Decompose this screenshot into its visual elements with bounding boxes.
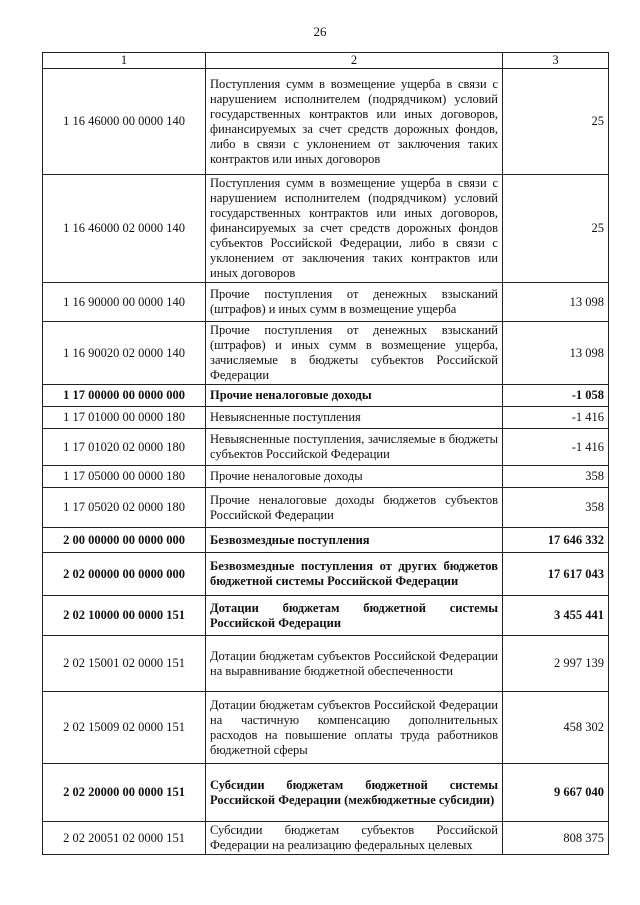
row-code-cell: 2 02 15001 02 0000 151 xyxy=(43,636,206,692)
row-name-cell: Дотации бюджетам субъектов Российской Федерации на выравнивание бюджетной обеспеченности xyxy=(206,636,503,692)
table-row xyxy=(43,764,609,822)
row-code-cell: 2 02 15009 02 0000 151 xyxy=(43,692,206,764)
table-row xyxy=(43,692,609,764)
table-row xyxy=(43,488,609,528)
row-amount-cell: 17 617 043 xyxy=(503,553,609,596)
row-name-cell: Невыясненные поступления xyxy=(206,407,503,429)
row-amount-cell: 17 646 332 xyxy=(503,528,609,553)
row-code-cell: 1 16 46000 00 0000 140 xyxy=(43,69,206,175)
row-amount-cell: -1 416 xyxy=(503,407,609,429)
row-code-cell: 2 02 20051 02 0000 151 xyxy=(43,822,206,855)
row-code-cell: 1 17 00000 00 0000 000 xyxy=(43,385,206,407)
table-row xyxy=(43,283,609,322)
table-row xyxy=(43,553,609,596)
row-amount-cell: 25 xyxy=(503,175,609,283)
column-header-name: 2 xyxy=(206,53,503,69)
row-name-cell: Прочие поступления от денежных взысканий (штрафов) и иных сумм в возмещение ущерба, зачисляемые в бюджеты субъектов Российской Федерации xyxy=(206,322,503,385)
row-amount-cell: -1 416 xyxy=(503,429,609,466)
row-amount-cell: 458 302 xyxy=(503,692,609,764)
row-code-cell: 2 02 00000 00 0000 000 xyxy=(43,553,206,596)
budget-revenue-table xyxy=(42,52,609,855)
row-amount-cell: 808 375 xyxy=(503,822,609,855)
row-code-cell: 2 00 00000 00 0000 000 xyxy=(43,528,206,553)
row-code-cell: 2 02 10000 00 0000 151 xyxy=(43,596,206,636)
row-name-cell: Поступления сумм в возмещение ущерба в связи с нарушением исполнителем (подрядчиком) условий государственных контрактов или иных договоров, финансируемых за счет средств дорожных фондов, либо в связи с уклонением от заключения таких контрактов или иных договоров xyxy=(206,69,503,175)
row-name-cell: Субсидии бюджетам субъектов Российской Федерации на реализацию федеральных целевых xyxy=(206,822,503,855)
row-name-cell: Дотации бюджетам бюджетной системы Российской Федерации xyxy=(206,596,503,636)
table-row xyxy=(43,322,609,385)
table-row xyxy=(43,385,609,407)
row-amount-cell: 358 xyxy=(503,488,609,528)
table-row xyxy=(43,175,609,283)
table-row xyxy=(43,407,609,429)
row-name-cell: Прочие неналоговые доходы xyxy=(206,385,503,407)
row-amount-cell: 2 997 139 xyxy=(503,636,609,692)
table-row xyxy=(43,69,609,175)
table-row xyxy=(43,596,609,636)
table-row xyxy=(43,822,609,855)
row-name-cell: Прочие неналоговые доходы xyxy=(206,466,503,488)
row-code-cell: 1 17 05020 02 0000 180 xyxy=(43,488,206,528)
page-number: 26 xyxy=(313,24,327,39)
row-name-cell: Безвозмездные поступления от других бюджетов бюджетной системы Российской Федерации xyxy=(206,553,503,596)
table-row xyxy=(43,528,609,553)
row-code-cell: 1 17 01000 00 0000 180 xyxy=(43,407,206,429)
row-code-cell: 1 16 90000 00 0000 140 xyxy=(43,283,206,322)
row-name-cell: Поступления сумм в возмещение ущерба в связи с нарушением исполнителем (подрядчиком) условий государственных контрактов или иных договоров, финансируемых за счет средств дорожных фондов субъектов Российской Федерации, либо в связи с уклонением от заключения таких контрактов или иных договоров xyxy=(206,175,503,283)
row-amount-cell: 3 455 441 xyxy=(503,596,609,636)
row-amount-cell: -1 058 xyxy=(503,385,609,407)
row-code-cell: 2 02 20000 00 0000 151 xyxy=(43,764,206,822)
column-header-amount: 3 xyxy=(503,53,609,69)
row-code-cell: 1 16 90020 02 0000 140 xyxy=(43,322,206,385)
table-row xyxy=(43,429,609,466)
column-header-code: 1 xyxy=(43,53,206,69)
row-amount-cell: 9 667 040 xyxy=(503,764,609,822)
table-row xyxy=(43,466,609,488)
row-name-cell: Невыясненные поступления, зачисляемые в бюджеты субъектов Российской Федерации xyxy=(206,429,503,466)
row-code-cell: 1 17 05000 00 0000 180 xyxy=(43,466,206,488)
row-code-cell: 1 16 46000 02 0000 140 xyxy=(43,175,206,283)
row-name-cell: Прочие поступления от денежных взысканий (штрафов) и иных сумм в возмещение ущерба xyxy=(206,283,503,322)
row-amount-cell: 13 098 xyxy=(503,283,609,322)
row-code-cell: 1 17 01020 02 0000 180 xyxy=(43,429,206,466)
row-amount-cell: 13 098 xyxy=(503,322,609,385)
table-row xyxy=(43,636,609,692)
row-amount-cell: 358 xyxy=(503,466,609,488)
table-header-row xyxy=(43,53,609,69)
row-amount-cell: 25 xyxy=(503,69,609,175)
row-name-cell: Субсидии бюджетам бюджетной системы Российской Федерации (межбюджетные субсидии) xyxy=(206,764,503,822)
row-name-cell: Безвозмездные поступления xyxy=(206,528,503,553)
row-name-cell: Прочие неналоговые доходы бюджетов субъектов Российской Федерации xyxy=(206,488,503,528)
row-name-cell: Дотации бюджетам субъектов Российской Федерации на частичную компенсацию дополнительных расходов на повышение оплаты труда работников бюджетной сферы xyxy=(206,692,503,764)
